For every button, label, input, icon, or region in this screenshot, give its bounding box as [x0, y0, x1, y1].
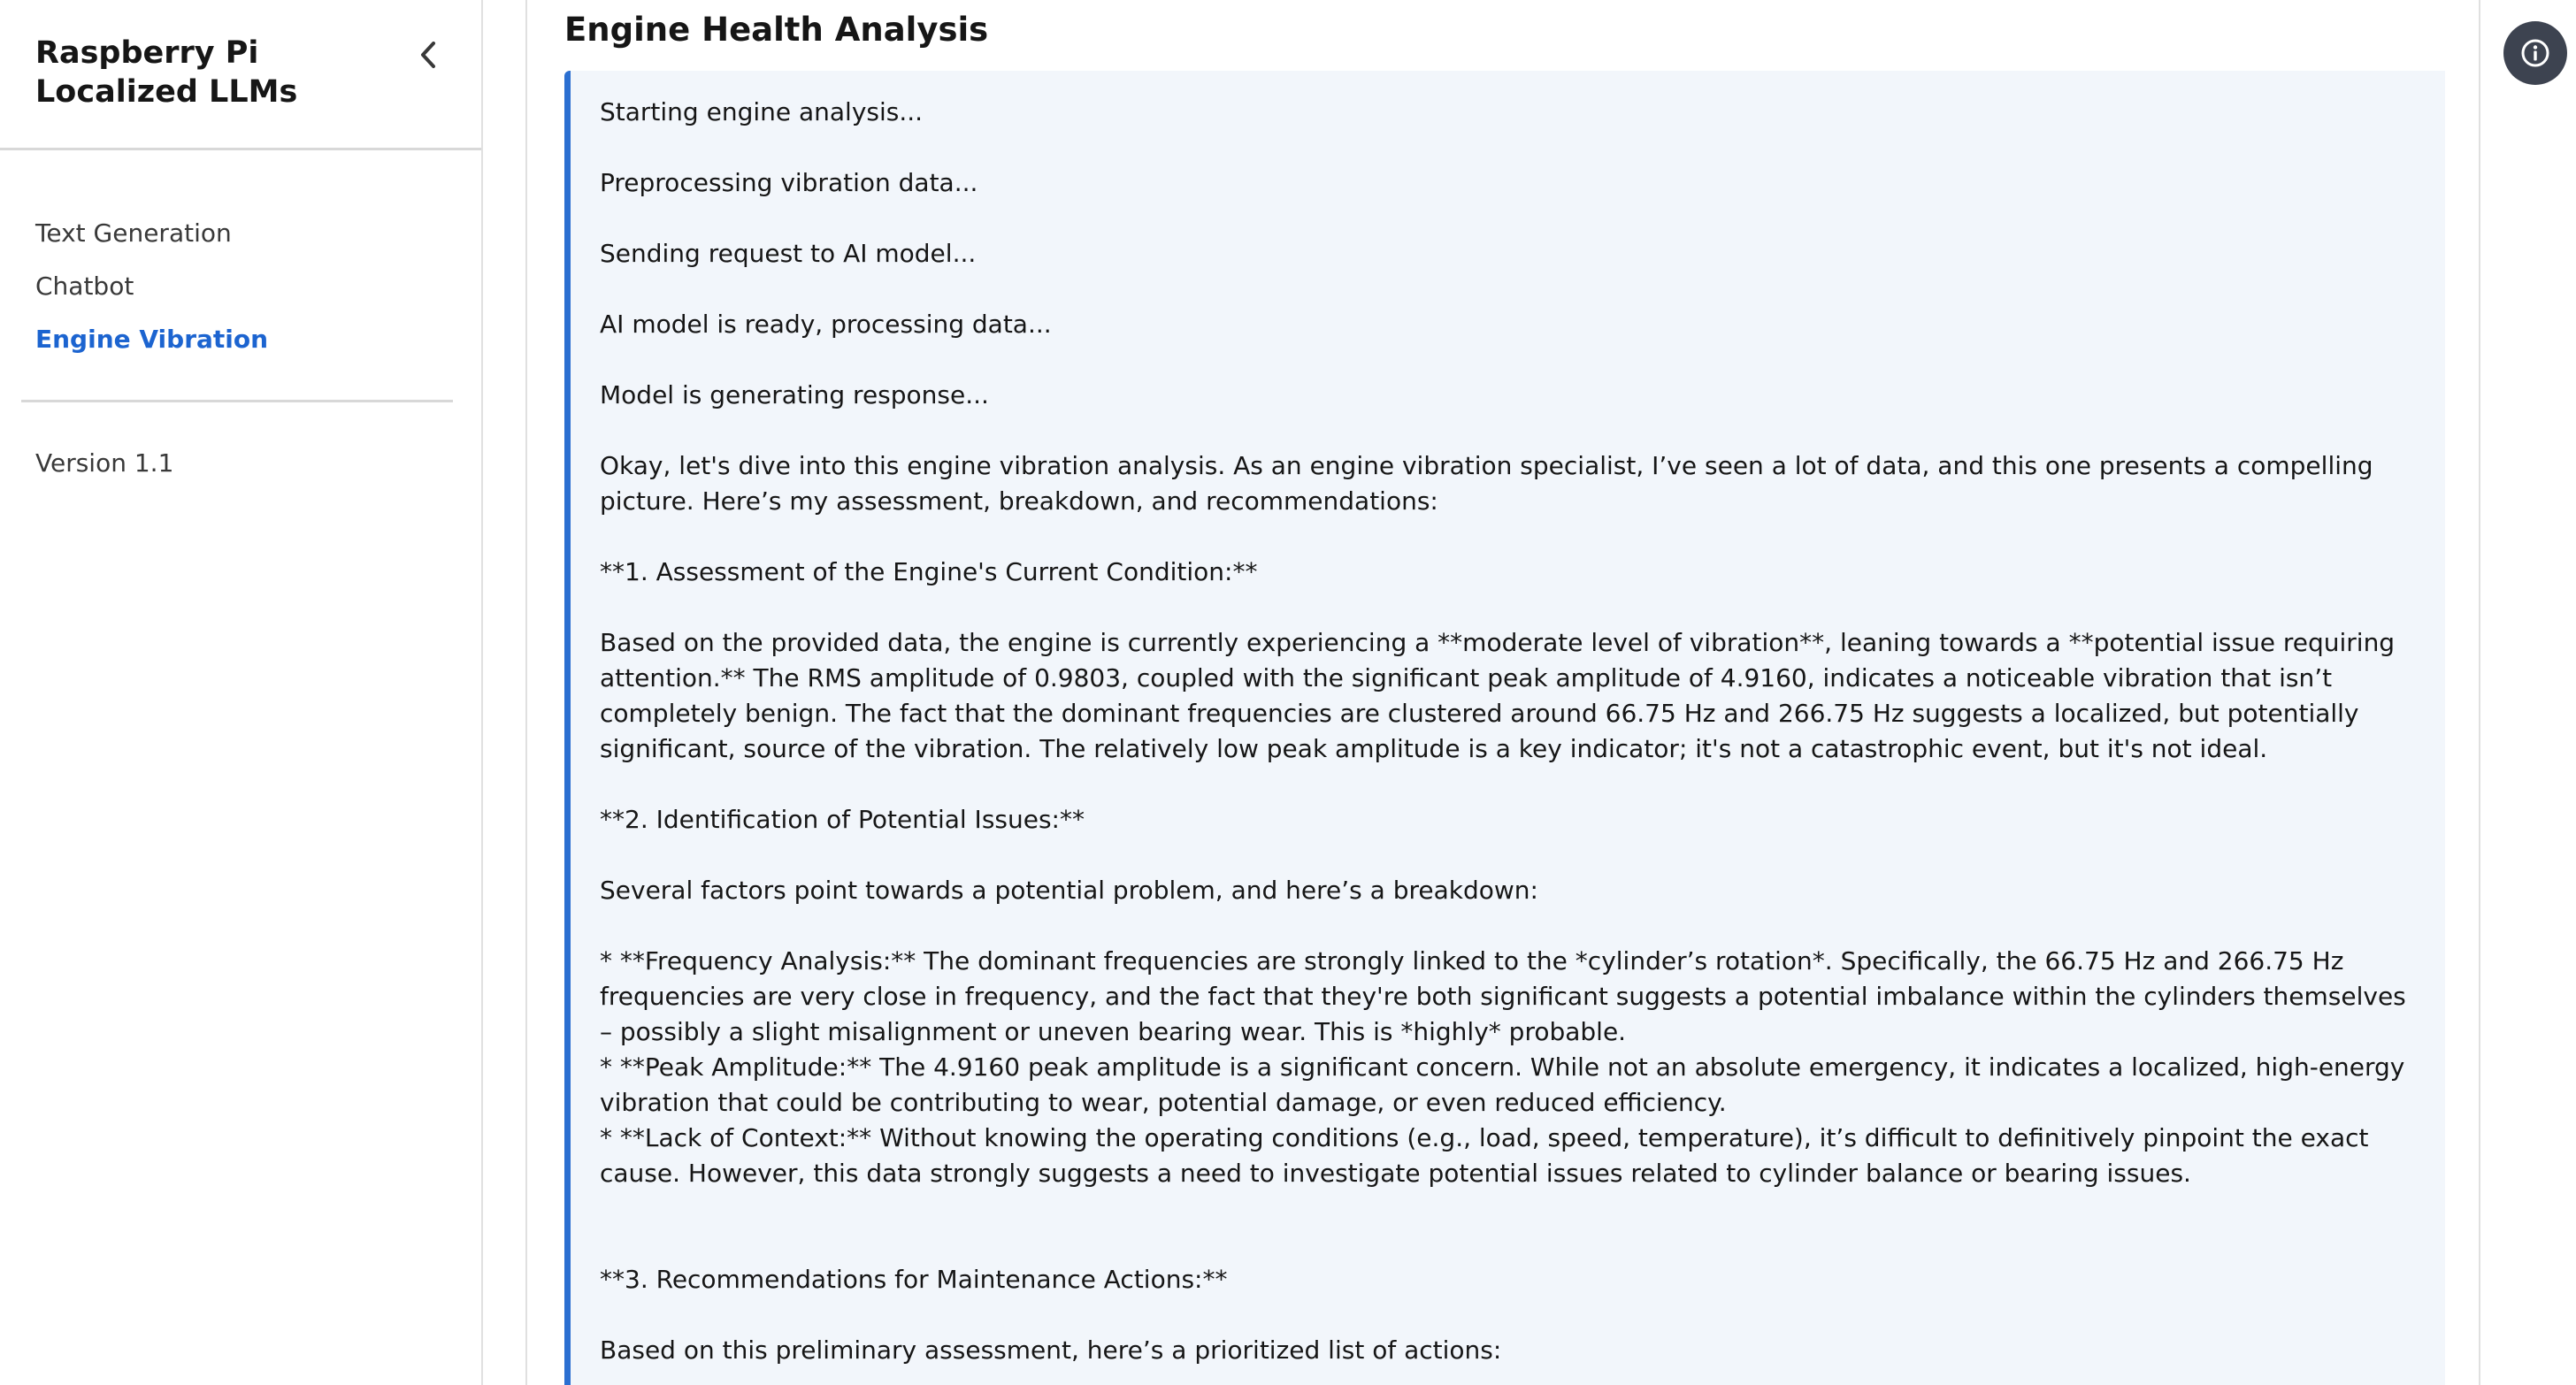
status-line: Preprocessing vibration data... — [600, 168, 978, 197]
app-title — [35, 34, 389, 111]
list-item: * **Frequency Analysis:** The dominant frequencies are strongly linked to the *cylinder’s rotation*. Specifically, the 66.75 Hz and 266.75 Hz frequencies are very close in frequency, and the fact that they're both significant suggests a potential imbalance within the cylinders themselves – possibly a slight misalignment or uneven bearing wear. This is *highly* probable. — [600, 946, 2406, 1046]
page-title: Engine Health Analysis — [564, 11, 989, 49]
info-button[interactable] — [2503, 21, 2567, 85]
version-label: Version 1.1 — [35, 448, 174, 478]
main-content — [525, 0, 2480, 1385]
status-line: Sending request to AI model... — [600, 239, 977, 268]
chevron-left-icon — [418, 41, 438, 69]
sidebar-nav — [35, 216, 268, 375]
collapse-sidebar-button[interactable] — [409, 35, 448, 74]
issues-list — [600, 944, 2419, 1191]
status-line: AI model is ready, processing data... — [600, 310, 1052, 339]
nav-item-engine-vibration[interactable]: Engine Vibration — [35, 325, 269, 354]
list-item: * **Peak Amplitude:** The 4.9160 peak amplitude is a significant concern. While not an absolute emergency, it indicates a localized, high-energy vibration that could be contributing to wear, potential damage, or even reduced efficiency. — [600, 1052, 2405, 1117]
section-heading-recommendations: **3. Recommendations for Maintenance Actions:** — [600, 1265, 1228, 1294]
recommendations-intro: Based on this preliminary assessment, here’s a prioritized list of actions: — [600, 1335, 1502, 1365]
info-icon — [2520, 38, 2550, 68]
section-heading-assessment: **1. Assessment of the Engine's Current Condition:** — [600, 557, 1258, 586]
assessment-text: Based on the provided data, the engine is currently experiencing a **moderate level of vibration**, leaning towards a **potential issue requiring attention.** The RMS amplitude of 0.9803, coupled with the significant peak amplitude of 4.9160, indicates a noticeable vibration that isn’t completely benign. The fact that the dominant frequencies are clustered around 66.75 Hz and 266.75 Hz suggests a localized, but potentially significant, source of the vibration. The relatively low peak amplitude is a key indicator; it's not a catastrophic event, but it's not ideal. — [600, 628, 2396, 763]
app-title-line2: Localized LLMs — [35, 74, 298, 110]
sidebar — [0, 0, 483, 1385]
status-line: Model is generating response... — [600, 380, 989, 409]
app-title-line1: Raspberry Pi — [35, 35, 259, 71]
nav-item-text-generation[interactable]: Text Generation — [35, 218, 232, 248]
nav-item-chatbot[interactable]: Chatbot — [35, 272, 134, 301]
list-item: * **Lack of Context:** Without knowing the operating conditions (e.g., load, speed, temperature), it’s difficult to definitively pinpoint the exact cause. However, this data strongly suggests a need to investigate potential issues related to cylinder balance or bearing issues. — [600, 1123, 2369, 1188]
response-intro: Okay, let's dive into this engine vibration analysis. As an engine vibration specialist, I’ve seen a lot of data, and this one presents a compelling picture. Here’s my assessment, breakdown, and recommendations: — [600, 451, 2373, 516]
sidebar-header — [0, 0, 481, 150]
status-line: Starting engine analysis... — [600, 97, 924, 126]
issues-intro: Several factors point towards a potential problem, and here’s a breakdown: — [600, 876, 1538, 905]
sidebar-divider — [21, 400, 453, 402]
analysis-output-panel — [564, 71, 2445, 1385]
section-heading-issues: **2. Identification of Potential Issues:** — [600, 805, 1085, 834]
